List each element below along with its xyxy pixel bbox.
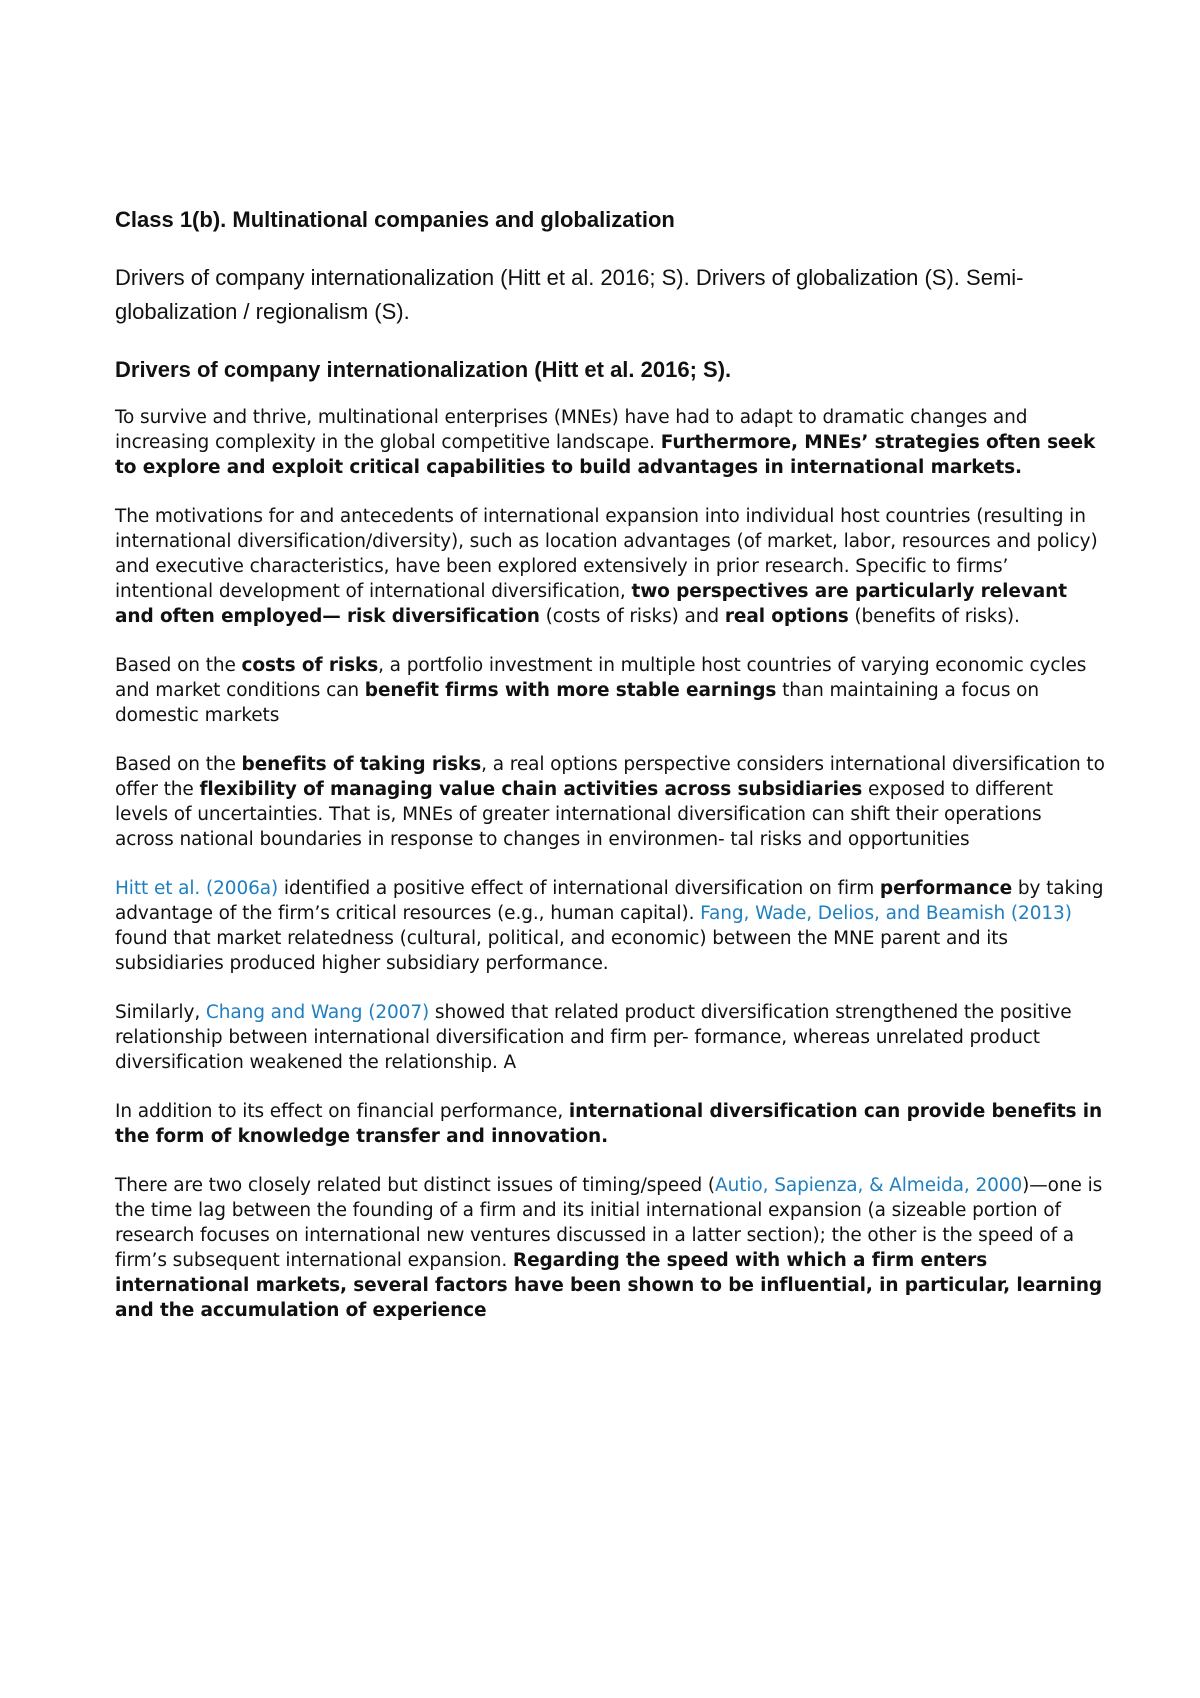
paragraph-5 (115, 876, 1105, 976)
text-span: The motivations for and antecedents of international expansion into individual host countries (resulting in international diversification/diversity), such as location advantages (of market, labor, resources and policy) and executive characteristics, have been explored extensively in prior research. Specific to firms’ intentional development of international diversification, (115, 506, 1098, 602)
class-subtitle: Drivers of company internationalization (Hitt et al. 2016; S). Drivers of globalization (S). Semi-globalization / regionalism (S). (115, 265, 1024, 324)
paragraph-3 (115, 653, 1105, 728)
text-span: (benefits of risks). (848, 606, 1020, 627)
bold-span: benefit firms with more stable earnings (364, 680, 777, 701)
bold-span: international diversification can provide benefits in the form of knowledge transfer and innovation. (115, 1101, 1103, 1147)
text-span: , a real options perspective considers international diversification to offer the (115, 754, 1105, 800)
bold-span: Regarding the speed with which a firm enters international markets, several factors have been shown to be influential, in particular, learning and the accumulation of experience (115, 1250, 1103, 1321)
paragraph-6 (115, 1000, 1105, 1075)
section-heading: Drivers of company internationalization (Hitt et al. 2016; S). (115, 357, 732, 382)
text-span: found that market relatedness (cultural, political, and economic) between the MNE parent and its subsidiaries produced higher subsidiary performance. (115, 928, 1008, 974)
paragraph-7 (115, 1099, 1105, 1149)
text-span: exposed to different levels of uncertainties. That is, MNEs of greater international diversification can shift their operations across national boundaries in response to changes in environmen- tal risks and opportunities (115, 779, 1053, 850)
text-span: than maintaining a focus on domestic markets (115, 680, 1039, 726)
text-span: There are two closely related but distinct issues of timing/speed ( (115, 1175, 716, 1196)
bold-span: performance (879, 878, 1013, 899)
class-title: Class 1(b). Multinational companies and globalization (115, 207, 675, 232)
text-span: )—one is the time lag between the founding of a firm and its initial international expansion (a sizeable portion of research focuses on international new ventures discussed in a latter section); the other is the speed of a firm’s subsequent international expansion. (115, 1175, 1103, 1271)
text-span: , a portfolio investment in multiple host countries of varying economic cycles and market conditions can (115, 655, 1087, 701)
bold-span: costs of risks (241, 655, 379, 676)
text-span: In addition to its effect on financial performance, (115, 1101, 569, 1122)
text-span: identified a positive effect of international diversification on firm (278, 878, 880, 899)
bold-span: Furthermore, MNEs’ strategies often seek to explore and exploit critical capabilities to build advantages in international markets. (115, 432, 1096, 478)
bold-span: two perspectives are particularly relevant and often employed— risk diversification (115, 581, 1067, 627)
citation-link[interactable]: Fang, Wade, Delios, and Beamish (2013) (700, 903, 1072, 924)
bold-span: benefits of taking risks (241, 754, 482, 775)
text-span: (costs of risks) and (539, 606, 725, 627)
text-span: by taking advantage of the firm’s critical resources (e.g., human capital). (115, 878, 1104, 924)
paragraph-1 (115, 405, 1105, 480)
text-span: Similarly, (115, 1002, 206, 1023)
bold-span: real options (724, 606, 849, 627)
text-span: Based on the (115, 655, 242, 676)
citation-link[interactable]: Chang and Wang (2007) (205, 1002, 430, 1023)
text-span: Based on the (115, 754, 242, 775)
paragraph-4 (115, 752, 1105, 852)
text-span: To survive and thrive, multinational enterprises (MNEs) have had to adapt to dramatic changes and increasing complexity in the global competitive landscape. (115, 407, 1028, 453)
text-span: showed that related product diversification strengthened the positive relationship between international diversification and firm per- formance, whereas unrelated product diversification weakened the relationship. A (115, 1002, 1072, 1073)
citation-link[interactable]: Hitt et al. (2006a) (115, 878, 279, 899)
bold-span: flexibility of managing value chain activities across subsidiaries (199, 779, 863, 800)
document-body (115, 205, 1105, 1347)
paragraph-2 (115, 504, 1105, 629)
paragraph-8 (115, 1173, 1105, 1323)
citation-link[interactable]: Autio, Sapienza, & Almeida, 2000 (715, 1175, 1023, 1196)
